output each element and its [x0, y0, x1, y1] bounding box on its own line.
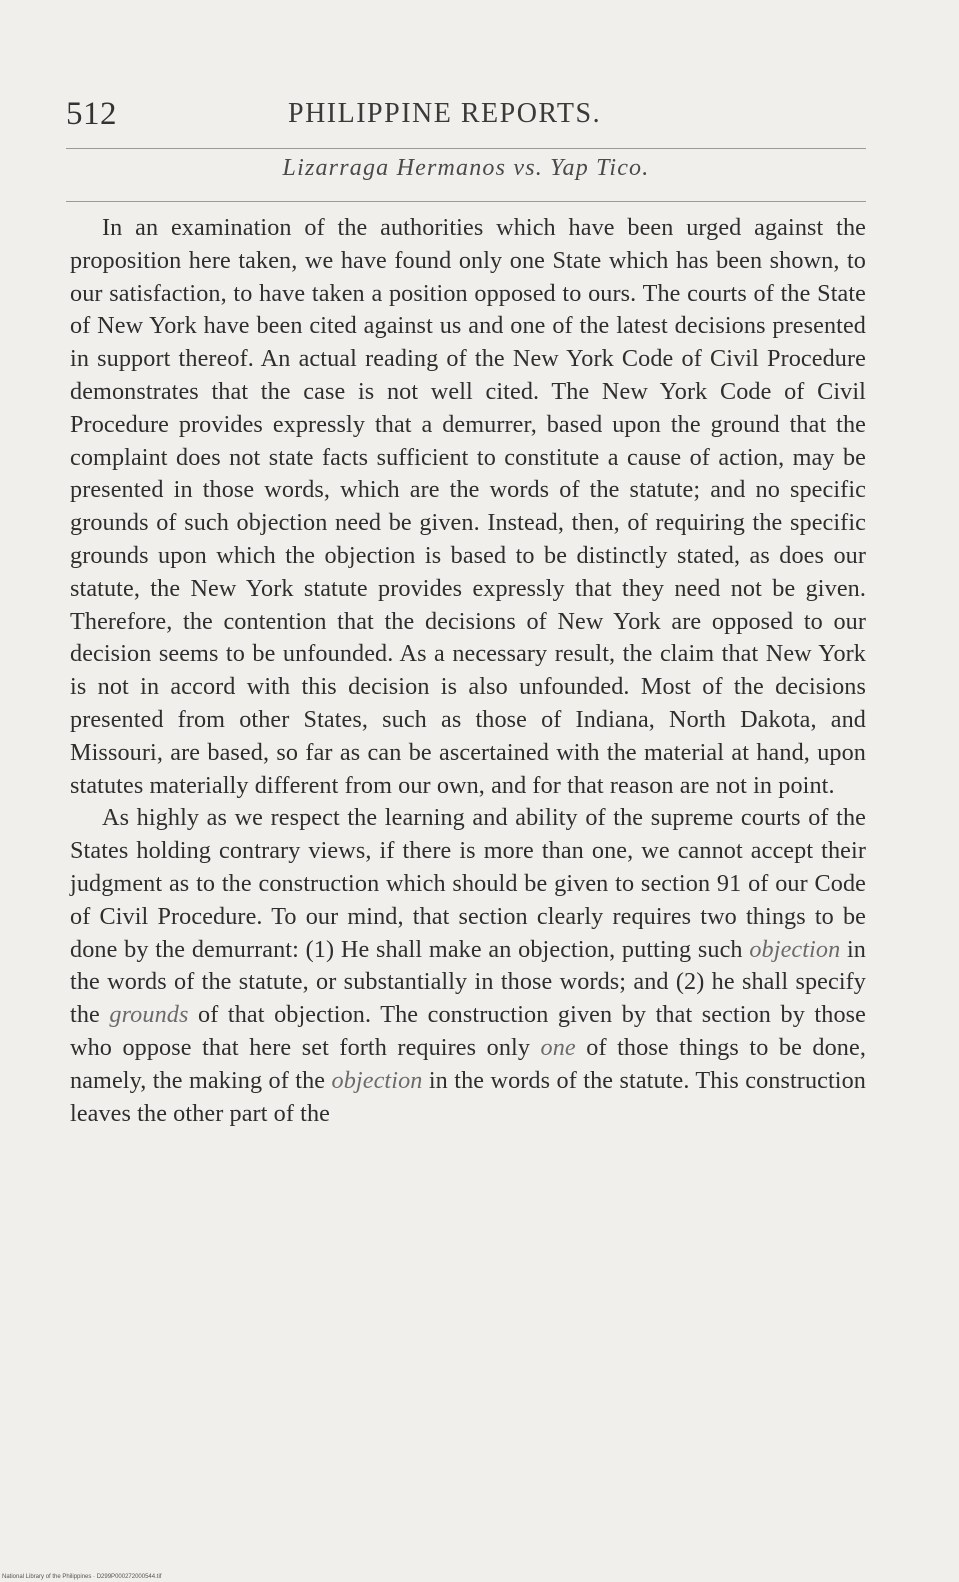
italic-emphasis: objection	[749, 935, 841, 963]
running-title: PHILIPPINE REPORTS.	[288, 98, 602, 129]
text-run: in the words of the statute. This construction leaves the other part of the	[70, 1066, 866, 1127]
text-run: In an examination of the authorities which have been urged against the proposition here taken, we have found only one State which has been shown, to our satisfaction, to have taken a position opposed to ours. The courts of the State of New York have been cited against us and one of the latest decisions presented in support thereof. An actual reading of the New York Code of Civil Procedure demonstrates that the case is not well cited. The New York Code of Civil Procedure provides expressly that a demurrer, based upon the ground that the complaint does not state facts sufficient to constitute a cause of action, may be presented in those words, which are the words of the statute; and no specific grounds of such objection need be given. Instead, then, of requiring the specific grounds upon which the objection is based to be distinctly stated, as does our statute, the New York statute provides expressly that they need not be given. Therefore, the contention that the decisions of New York are opposed to our decision seems to be unfounded. As a necessary result, the claim that New York is not in accord with this decision is also unfounded. Most of the decisions presented from other States, such as those of Indiana, North Dakota, and Missouri, are based, so far as can be ascertained with the material at hand, upon statutes materially different from our own, and for that reason are not in point.	[70, 214, 866, 799]
header-rule-top	[66, 148, 866, 149]
italic-emphasis: grounds	[109, 1001, 189, 1029]
case-title: Lizarraga Hermanos vs. Yap Tico.	[282, 155, 650, 181]
header-rule-bottom	[66, 201, 866, 202]
footer-credit: National Library of the Philippines · D299P000272000544.tif	[2, 1574, 162, 1580]
body-text	[70, 212, 866, 1130]
text-run: of those things to be done, namely, the making of the	[70, 1033, 866, 1094]
italic-emphasis: one	[540, 1033, 576, 1061]
italic-emphasis: objection	[331, 1066, 423, 1094]
paragraph	[70, 212, 866, 802]
text-run: of that objection. The construction given by that section by those who oppose that here set forth requires only	[70, 1001, 866, 1061]
page-number: 512	[66, 96, 117, 132]
page-header	[66, 96, 866, 140]
text-run: As highly as we respect the learning and ability of the supreme courts of the States holding contrary views, if there is more than one, we cannot accept their judgment as to the construction which should be given to section 91 of our Code of Civil Procedure. To our mind, that section clearly requires two things to be done by the demurrant: (1) He shall make an objection, putting such	[70, 804, 866, 963]
paragraph	[70, 802, 866, 1130]
text-run: in the words of the statute, or substantially in those words; and (2) he shall specify the	[70, 935, 867, 1029]
